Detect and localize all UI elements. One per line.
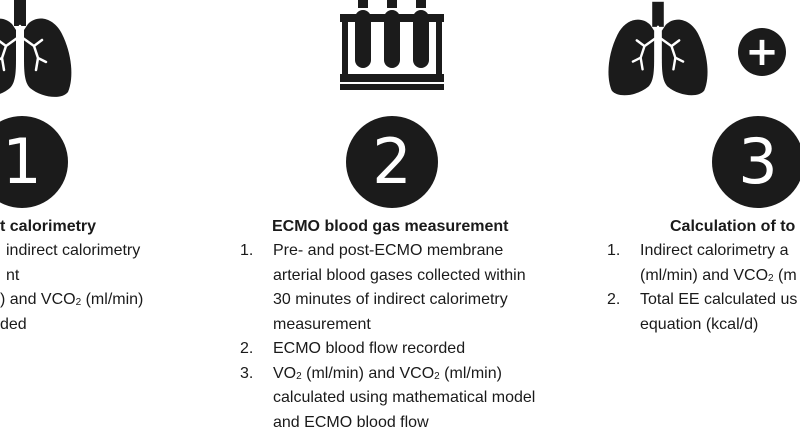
step-2-list bbox=[240, 239, 535, 435]
step-number-1: 1 bbox=[0, 116, 68, 208]
step-number-2: 2 bbox=[346, 116, 438, 208]
plus-icon: + bbox=[738, 28, 786, 76]
list-item-text: ) and $VCO_2$ (ml/min) ded bbox=[0, 288, 143, 337]
list-item bbox=[0, 288, 143, 337]
test-tubes-rack-icon bbox=[340, 0, 444, 92]
step-number-3: 3 bbox=[712, 116, 800, 208]
list-item-number: 1. bbox=[607, 239, 620, 264]
lungs-icon bbox=[604, 0, 712, 100]
step-1-title: t calorimetry bbox=[0, 216, 143, 238]
list-item bbox=[240, 362, 535, 435]
list-item bbox=[607, 288, 800, 337]
list-item-number: 3. bbox=[240, 362, 253, 387]
step-3-list bbox=[607, 239, 800, 337]
list-item-text: $VO_2$ (ml/min) and $VCO_2$ (ml/min) calculated using mathematical model and ECMO blood flow bbox=[273, 362, 535, 435]
step-1-text bbox=[0, 216, 143, 337]
list-item-number: 1. bbox=[240, 239, 253, 264]
list-item-text: ECMO blood flow recorded bbox=[273, 337, 535, 362]
lungs-icon bbox=[0, 0, 76, 100]
list-item-text: Total EE calculated us equation (kcal/d) bbox=[640, 288, 800, 337]
step-1-list bbox=[0, 239, 143, 337]
step-2-text bbox=[240, 216, 535, 435]
list-item-text: Indirect calorimetry a (ml/min) and $VCO_2$ (m bbox=[640, 239, 800, 288]
list-item bbox=[607, 239, 800, 288]
step-3-text bbox=[607, 216, 800, 337]
list-item bbox=[240, 239, 535, 337]
step-3-title: Calculation of to bbox=[607, 216, 800, 238]
list-item-number: 2. bbox=[607, 288, 620, 313]
list-item bbox=[240, 337, 535, 362]
list-item-number: 2. bbox=[240, 337, 253, 362]
list-item-text: indirect calorimetry nt bbox=[6, 239, 143, 288]
step-2-title: ECMO blood gas measurement bbox=[240, 216, 535, 238]
list-item bbox=[0, 239, 143, 288]
list-item-text: Pre- and post-ECMO membrane arterial blood gases collected within 30 minutes of indirect calorimetry measurement bbox=[273, 239, 535, 337]
